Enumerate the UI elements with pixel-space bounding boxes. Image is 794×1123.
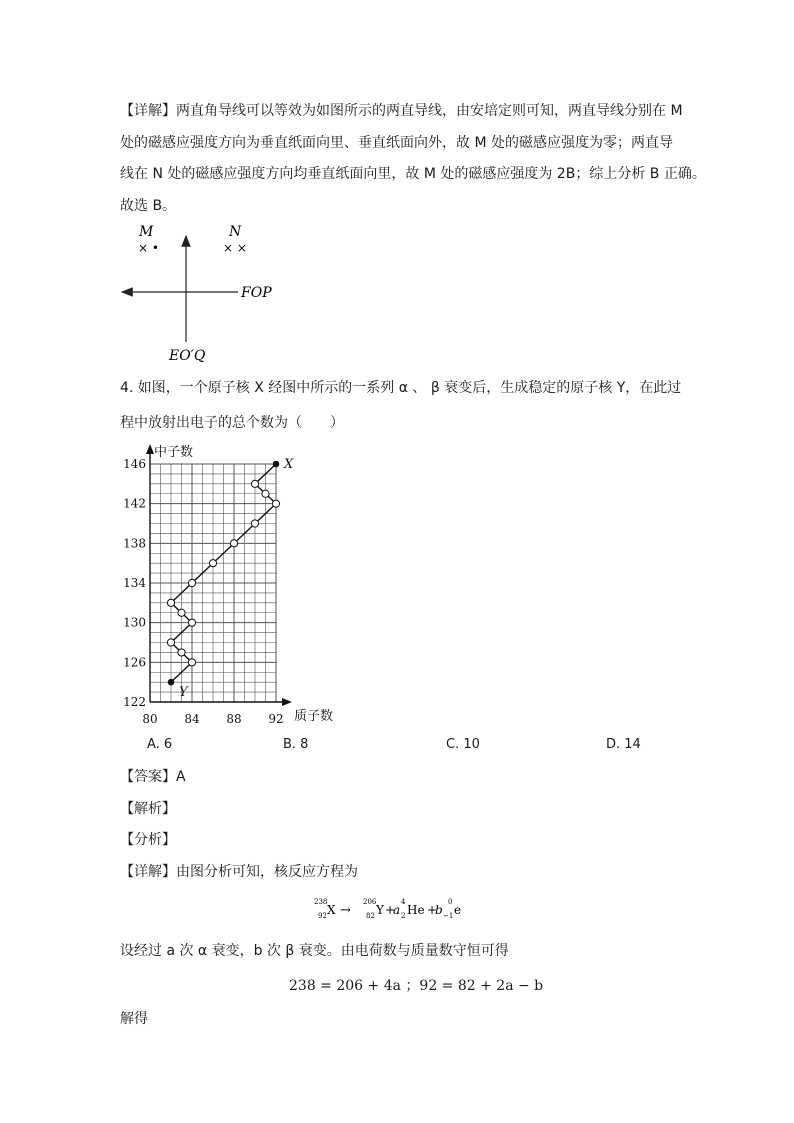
decay-point [178, 649, 185, 656]
decay-point [230, 540, 237, 547]
y-tick-label: 142 [123, 496, 146, 511]
reaction-equation [300, 893, 500, 923]
y-symbol: Y [376, 903, 384, 917]
jiexi-heading: 【解析】 [120, 801, 176, 817]
y-tick-label: 146 [123, 457, 146, 471]
decay-point [188, 579, 195, 586]
label-fop: FOP [241, 285, 272, 301]
x-tick-label: 88 [226, 712, 242, 726]
detail1-line4: 故选 B。 [120, 198, 177, 214]
coef-a: a [393, 903, 401, 917]
x-mass: 238 [314, 898, 328, 906]
question4-line2: 程中放射出电子的总个数为（ ） [120, 415, 344, 431]
equation: 238 = 206 + 4a ；92 = 82 + 2a − b [289, 978, 544, 994]
decay-point [209, 560, 216, 567]
x-symbol: X [327, 903, 336, 917]
decay-point [272, 500, 279, 507]
question4-line1: 4. 如图，一个原子核 X 经图中所示的一系列 α 、 β 衰变后，生成稳定的原子核 Y，在此过 [120, 380, 682, 396]
y-axis-title: 中子数 [154, 445, 194, 460]
decay-point [188, 659, 195, 666]
y-tick-label: 130 [123, 615, 146, 630]
x-axis-title: 质子数 [294, 709, 334, 724]
option-c: C. 10 [446, 737, 480, 752]
decay-point [251, 520, 258, 527]
x-tick-label: 80 [142, 712, 158, 726]
he-symbol: He [407, 903, 425, 917]
decay-point [188, 619, 195, 626]
y-axis-arrow [146, 444, 154, 454]
marks-n: × × [223, 241, 247, 255]
decay-chart [110, 440, 350, 730]
label-eoq: EO′Q [169, 348, 206, 364]
y-charge: 82 [366, 912, 375, 920]
decay-point [251, 480, 258, 487]
wire-diagram [110, 222, 290, 367]
option-d: D. 14 [606, 737, 641, 752]
x-tick-label: 92 [268, 712, 284, 726]
decay-point [273, 461, 279, 467]
x-charge: 92 [318, 912, 327, 920]
option-b: B. 8 [283, 737, 309, 752]
he-charge: 2 [401, 912, 406, 920]
decay-point [168, 679, 174, 685]
fenxi-heading: 【分析】 [120, 832, 176, 848]
detail2-line3: 解得 [120, 1011, 148, 1027]
decay-point [167, 639, 174, 646]
y-tick-label: 134 [123, 576, 146, 590]
detail1-line3: 线在 N 处的磁感应强度方向均垂直纸面向里，故 M 处的磁感应强度为 2B；综上分析 B 正确。 [120, 166, 706, 182]
y-tick-label: 138 [123, 536, 146, 551]
y-mass: 206 [363, 898, 377, 906]
y-tick-label: 122 [123, 695, 146, 709]
decay-point [262, 490, 269, 497]
detail1-line2: 处的磁感应强度方向为垂直纸面向里、垂直纸面向外，故 M 处的磁感应强度为零；两直导 [120, 135, 673, 151]
option-a: A. 6 [147, 737, 173, 752]
point-label: X [284, 457, 294, 472]
e-symbol: e [454, 903, 462, 917]
x-tick-label: 84 [184, 712, 200, 726]
plus-2: + [427, 903, 438, 917]
marks-m: × • [138, 241, 159, 255]
detail2-line2: 设经过 a 次 α 衰变，b 次 β 衰变。由电荷数与质量数守恒可得 [120, 943, 509, 959]
decay-point [167, 599, 174, 606]
label-n: N [229, 224, 242, 240]
e-mass: 0 [448, 898, 453, 906]
coef-b: b [435, 903, 443, 917]
answer: 【答案】A [120, 769, 186, 785]
e-charge: −1 [443, 912, 454, 920]
plus-1: + [385, 903, 396, 917]
arrow: → [340, 903, 351, 918]
y-tick-label: 126 [123, 655, 146, 670]
decay-point [178, 609, 185, 616]
he-mass: 4 [401, 898, 406, 906]
detail1-line1: 【详解】两直角导线可以等效为如图所示的两直导线，由安培定则可知，两直导线分别在 M [120, 103, 683, 119]
point-label: Y [179, 685, 188, 701]
label-m: M [139, 224, 154, 240]
x-axis-arrow [282, 698, 292, 706]
detail2-line1: 【详解】由图分析可知，核反应方程为 [120, 864, 358, 880]
